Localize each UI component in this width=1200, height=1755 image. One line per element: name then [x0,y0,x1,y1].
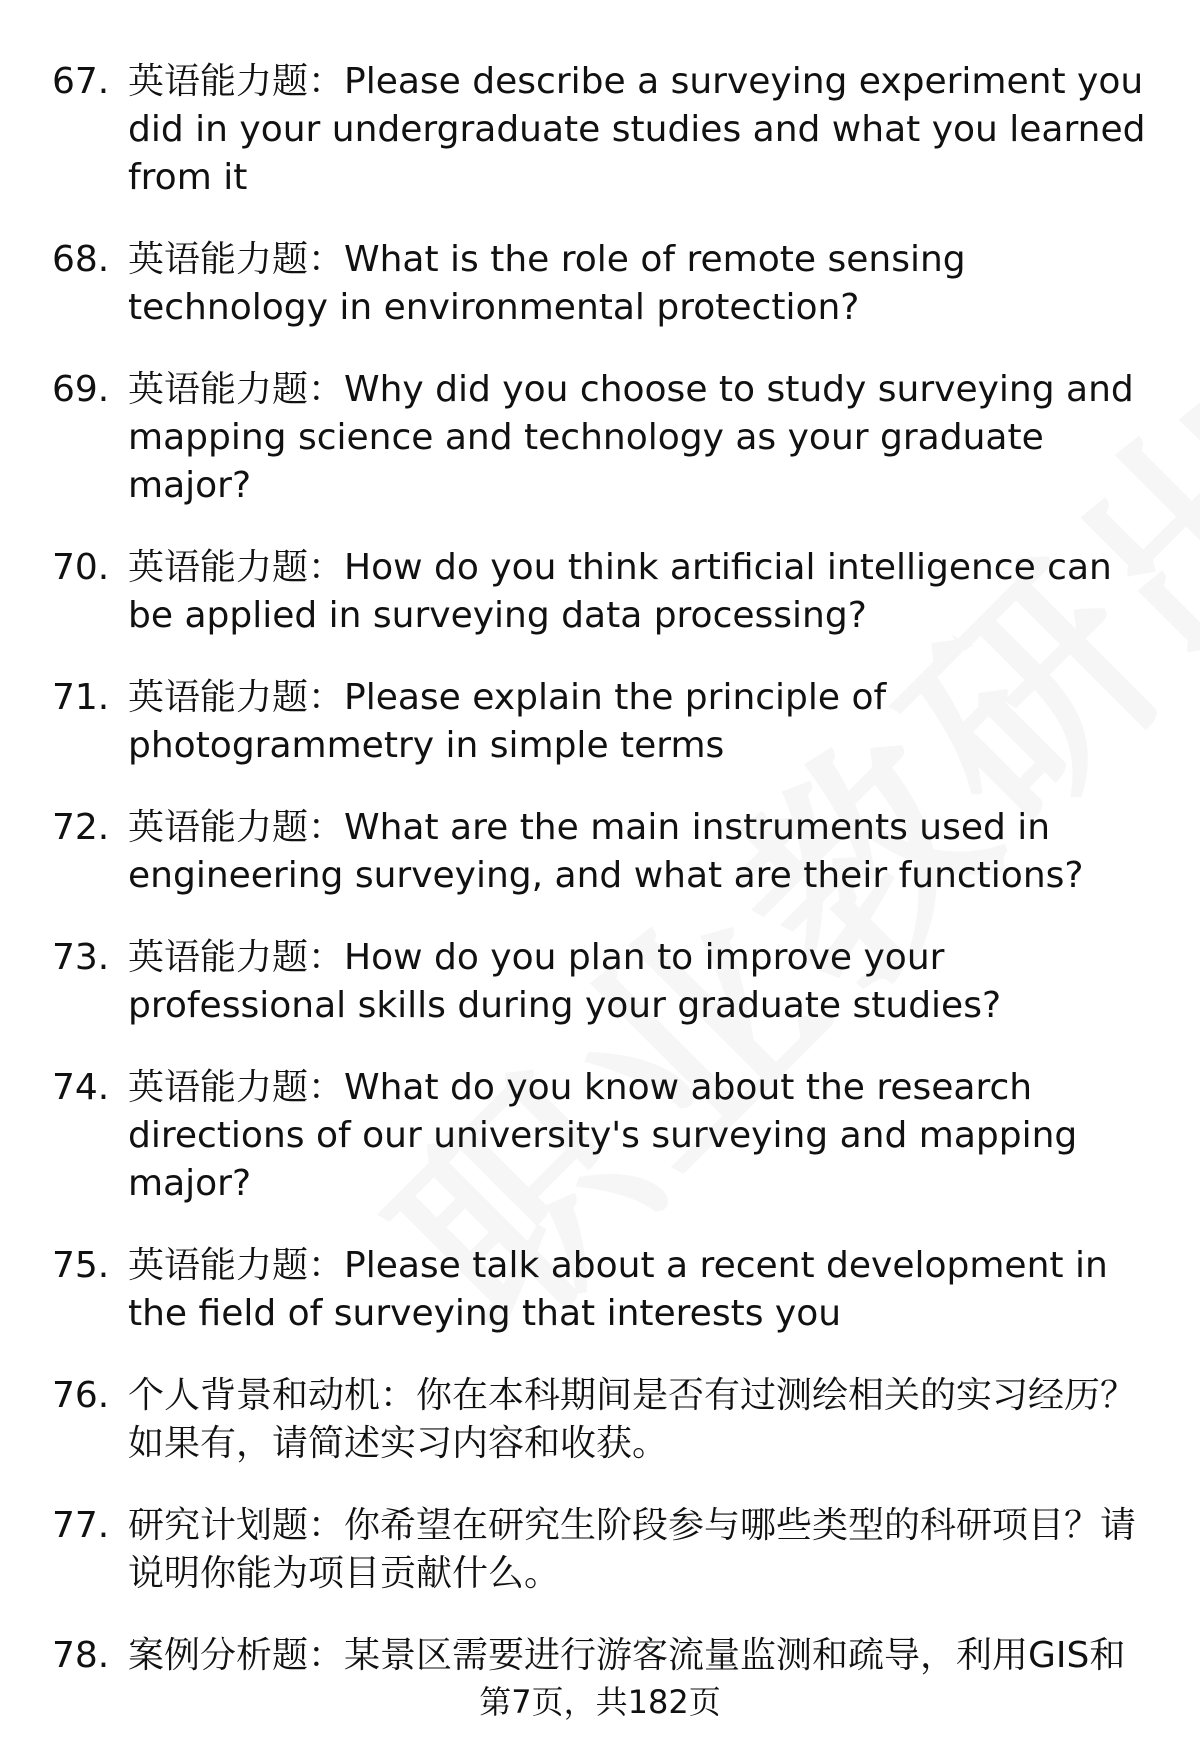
question-text: 个人背景和动机：你在本科期间是否有过测绘相关的实习经历？如果有，请简述实习内容和收获。 [128,1375,1137,1464]
question-list [52,58,1162,1714]
question-text: 英语能力题：Please explain the principle of photogrammetry in simple terms [128,677,887,766]
question-item [52,674,1162,770]
question-item [52,236,1162,332]
question-number: 76. [52,1375,110,1416]
question-item [52,544,1162,640]
question-number: 67. [52,61,110,102]
question-number: 68. [52,239,110,280]
question-item [52,1632,1162,1680]
page-footer: 第7页，共182页 [479,1683,721,1721]
question-text: 英语能力题：Why did you choose to study surveying and mapping science and technology as your graduate major? [128,369,1134,506]
question-text: 案例分析题：某景区需要进行游客流量监测和疏导，利用GIS和 [128,1635,1126,1676]
question-item [52,1064,1162,1208]
question-item [52,1372,1162,1468]
question-item [52,1502,1162,1598]
question-number: 75. [52,1245,110,1286]
question-item [52,934,1162,1030]
question-number: 77. [52,1505,110,1546]
question-text: 英语能力题：Please describe a surveying experiment you did in your undergraduate studies and what you learned from it [128,61,1146,198]
question-number: 70. [52,547,110,588]
question-text: 英语能力题：What are the main instruments used in engineering surveying, and what are their functions? [128,807,1084,896]
question-number: 69. [52,369,110,410]
question-text: 英语能力题：What is the role of remote sensing technology in environmental protection? [128,239,966,328]
question-number: 78. [52,1635,110,1676]
question-number: 73. [52,937,110,978]
question-text: 英语能力题：What do you know about the research directions of our university's surveying and mapping major? [128,1067,1078,1204]
question-text: 研究计划题：你希望在研究生阶段参与哪些类型的科研项目？请说明你能为项目贡献什么。 [128,1505,1137,1594]
question-text: 英语能力题：How do you think artificial intelligence can be applied in surveying data processing? [128,547,1112,636]
question-item [52,58,1162,202]
question-number: 71. [52,677,110,718]
question-item [52,804,1162,900]
question-text: 英语能力题：Please talk about a recent development in the field of surveying that interests you [128,1245,1108,1334]
question-number: 72. [52,807,110,848]
question-number: 74. [52,1067,110,1108]
question-text: 英语能力题：How do you plan to improve your professional skills during your graduate studies? [128,937,1002,1026]
question-item [52,366,1162,510]
question-item [52,1242,1162,1338]
